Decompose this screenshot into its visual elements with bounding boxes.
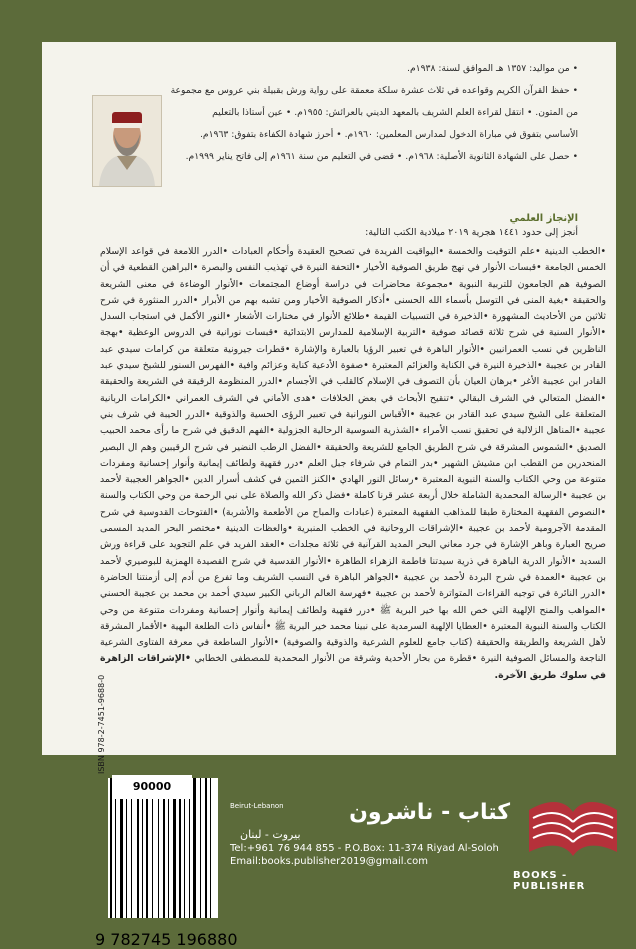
barcode-bar [154,778,157,918]
bio-line: من المتون. • انتقل لقراءة العلم الشريف بالمعهد الديني بالعرائش: ١٩٥٥م. • عين أستاذا بالتعليم [212,107,578,118]
barcode-bar [142,778,143,918]
achievements-heading: الإنجاز العلمي [509,213,578,224]
barcode-bar [115,778,116,918]
barcode-addon: 90000 [112,775,192,799]
publisher-block [230,800,510,867]
books-publisher-label: BOOKS - PUBLISHER [513,870,586,892]
author-portrait-icon [93,96,161,186]
book-list: •الخطب الدينية •علم التوقيت والخمسة •اليواقيت الفريدة في تصحيح العقيدة وأحكام العبادات •الدرر اللامعة في قواعد الإسلام الخمس الجامعة •قبسات الأنوار في نهج طريق الصوفية الأخيار •التحفة النيرة في تهذيب النفس والبصرة •البراهين القطعية في أن الصوفية هم الجامعون للتربية النبوية •مجموعة محاضرات في دراسة أوضاع المجتمعات •الأنوار الوضاءة في معنى الشريعة والحقيقة •بغية المنى في التوسل بأسماء الله الحسنى •أذكار الصوفية الأخيار ومن تشبه بهم من الأبرار •الدرر المنثورة في شرح ثلاثين من الأحاديث المشهورة •الذخيرة في التسبيات القيمة •طلائع الأنوار في مختارات الأشعار •النور الأكمل في استجاب السدل •الأنوار السنية في شرح ثلاثة قصائد صوفية •التربية الإسلامية للمدارس الابتدائية •قبسات نورانية في الدروس الوعظية •بهجة الناظرين في نسب العمرانيين •الأنوار الباهرة في تعبير الرؤيا بالعبارة والإشارة •قطرات جيرونية متعلقة من كرامات سيدي عبد القادر بن عجيبة •الذخيرة النيرة في الكناية والعزائم المعتبرة •صفوة الأدعية كناية وعزائم وافية •الفهرس السنور للشيخ سيدي عبد القادر ابن عجيبة الأغر •برهان العيان بأن التصوف في الإسلام كالقلب في الأجسام •الدرر المنظومة الرقيقة في الشريعة والحقيقة •الفضل المتعالي في الشرف البقالي •تنقيح الأبحاث في بعض الخلافات •هدى الأماني في الشرف العمراني •الكرامات الربانية المتعلقة على الشيخ سيدي عبد القادر بن عجيبة •الأقباس النورانية في تعبير الرؤى الحسية والذوقية •الدرر الحيبة في شرف بني عجيبة •المناهل الزلالية في تحقيق نسب الأمراء •الشذرية السوسية الرحالية الجزولية •الفهم الدقيق في شرح ما رأى محمد الحبيب الصديق •الشموس المشرقة في شرح الطريق الجامع للشريعة والحقيقة •الفضل الرطب النضير في شرح الرقيبين وهم ال البصير المنحدرين من القطب ابن مشيش الشهير •بدر التمام في شرفاء جبل العلم •درر فقهية ولطائف إيمانية وأنوار إحسانية ومفردات متنوعة من وحي الكتاب والسنة النبوية المعتبرة •رسائل النور الهادي •الكنز الثمين في كشف أسرار الدين •الجواهر العجيبة لأحمد بن عجيبة •الرسالة المحمدية الشاملة خلال أربعة عشر قرنا كاملة •فضل ذكر الله والصلاة على نبي الرحمة من وحي الكتاب والسنة •النصوص الفقهية المختارة طبقا للمذاهب الفقهية المعتبرة (عبادات والمباح من الأطعمة والأشربة) •الفتوحات القدوسية في شرح المقدمة الآجرومية لأحمد بن عجيبة •الإشراقات الروحانية في الخطب المنبرية •والعظات الدينية •مختصر البحر المديد المسمى صريح العبارة وباهر الإشارة في جرد معاني البحر المديد القرآنية في ثلاثة مجلدات •العقد الفريد في علم التجويد على قراءة ورش السديد •الأنوار الدرية الباهرة في ذرية سيدتنا فاطمة الزهراء الطاهرة •الأنوار القدسية في شرح القصيدة الهمزية للبوصيري لأحمد بن عجيبة •العمدة في شرح البردة لأحمد بن عجيبة •الجواهر الباهرة في النسب الشريف وما تفرع من أدم إلى أزمنتنا الحاضرة •الدرر النائرة في توجيه القراءات المتواترة لأحمد بن عجيبة •فهرسة العالم الرباني الكبير سيدي أحمد بن محمد بن عجيبة الحسني •المواهب والمنح الإلهية التي خص الله بها خير البرية ﷺ •درر فقهية ولطائف إيمانية وأنوار إحسانية ومفردات متنوعة من وحي الكتاب والسنة النبوية المعتبرة •العطايا الإلهية السرمدية على نبينا محمد خير البرية ﷺ •أنفاس ذات الطلعة البهية •الأقمار المشرقة لأهل الشريعة والطريقة والحقيقة (كتاب جامع للعلوم الشرعية والذوقية والصوفية) •الأنوار الساطعة في معرفة الفتاوى الشرعية الناجعة والمسائل الصوفية النيرة •قطرة من بحار الأحدية وشرقة من الأنوار المحمدية للمصطفى الخطابي [100,246,606,665]
barcode-bar [197,778,199,918]
barcode-bar [152,778,153,918]
barcode-bar [191,778,192,918]
barcode-bar [170,778,172,918]
publisher-city-en: Beirut-Lebanon [230,802,284,810]
barcode-bar [186,778,188,918]
barcode-bar [182,778,183,918]
barcode-bar [193,778,196,918]
open-book-icon [521,790,625,870]
barcode-bar [120,778,123,918]
barcode-bar [160,778,162,918]
book-list-end: •الإشراقات الزاهرة في سلوك طريق الآخرة. [100,653,606,681]
isbn-text [97,762,253,774]
barcode-bar [205,778,207,918]
bio-line: • حفظ القرآن الكريم وقواعده في ثلاث عشرة سلكة معمقة على رواية ورش بقبيلة بني عروس مع مجموعة [170,85,578,96]
bio-line: • حصل على الشهادة الثانوية الأصلية: ١٩٦٨م. • قضى في التعليم من سنة ١٩٦١م إلى فاتح يناير ١٩٩٩م. [185,151,578,162]
barcode-bar [137,778,139,918]
barcode-bar [126,778,127,918]
achievements-intro: أنجز إلى حدود ١٤٤١ هجرية ٢٠١٩ ميلادية الكتب التالية: [365,227,578,238]
publisher-name-ar: كتاب - ناشرون [349,800,510,825]
barcode-bar [158,778,159,918]
achievements-body [100,244,606,732]
barcode-bar [184,778,185,918]
barcode-bar [168,778,169,918]
barcode-bar [144,778,145,918]
barcode-bar [133,778,136,918]
barcode-bar [179,778,181,918]
barcode-bar [177,778,178,918]
barcode [108,778,218,918]
barcode-bar [200,778,201,918]
publisher-email: Email:books.publisher2019@gmail.com [230,856,429,867]
barcode-bar [149,778,151,918]
bio-line: الأساسي بتفوق في مباراة الدخول لمدارس المعلمين: ١٩٦٠م. • أحرز شهادة الكفاءة بتفوق: ١٩٦٣م. [199,129,578,140]
barcode-bar [117,778,119,918]
barcode-bar [189,778,190,918]
barcode-bar [210,778,211,918]
author-photo [92,95,162,187]
publisher-city-ar: بيروت - لبنان [240,828,301,841]
barcode-bar [113,778,114,918]
publisher-contact: Tel:+961 76 944 855 - P.O.Box: 11-374 Riyad Al-Soloh [230,843,499,854]
barcode-bar [163,778,165,918]
barcode-bar [146,778,148,918]
barcode-bar [208,778,209,918]
barcode-bar [173,778,176,918]
barcode-bar [202,778,204,918]
barcode-bar [212,778,215,918]
barcode-bar [124,778,125,918]
books-logo [521,790,625,910]
barcode-bar [128,778,130,918]
barcode-bar [131,778,132,918]
barcode-bar [110,778,112,918]
barcode-digits: 9 782745 196880 [95,930,238,949]
barcode-bar [140,778,141,918]
barcode-bar [166,778,167,918]
bio-line: • من مواليد: ١٣٥٧ هـ الموافق لسنة: ١٩٣٨م. [407,63,578,74]
